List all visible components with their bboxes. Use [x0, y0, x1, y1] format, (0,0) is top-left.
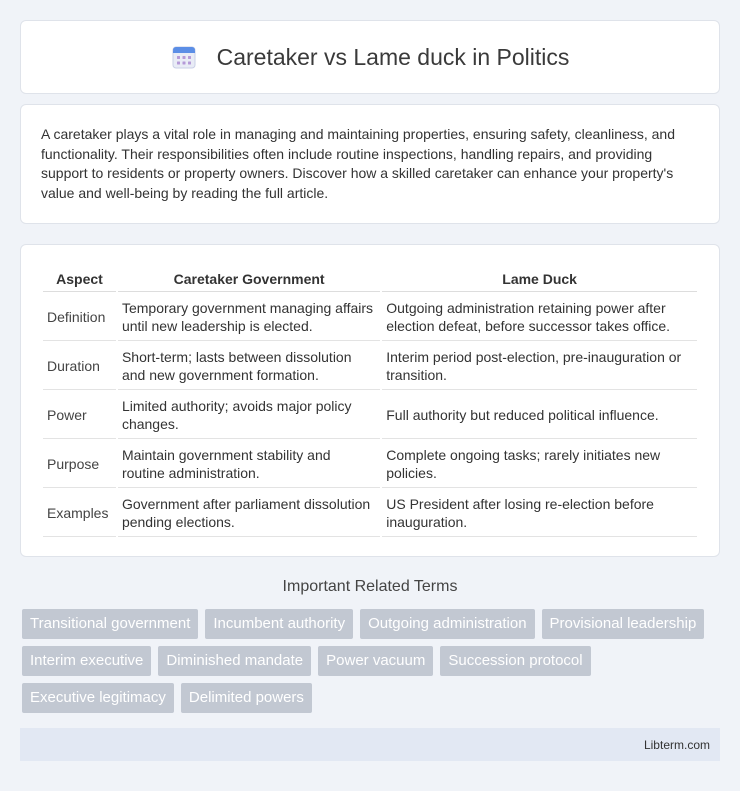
row-aspect: Duration — [43, 343, 116, 390]
related-term-tag[interactable]: Succession protocol — [440, 646, 590, 676]
table-header-row — [43, 265, 697, 292]
column-header-aspect: Aspect — [43, 265, 116, 292]
intro-text: A caretaker plays a vital role in managing and maintaining properties, ensuring safety, cleanliness, and functionality. Their responsibilities often include routine inspections, handling repairs, and providing support to residents or property owners. Discover how a skilled caretaker can enhance your property's value and well-being by reading the full article. — [41, 126, 675, 201]
caretaker-cell: Maintain government stability and routine administration. — [118, 441, 380, 488]
comparison-table-card — [20, 244, 720, 557]
table-row — [43, 441, 697, 488]
lame-duck-cell: Outgoing administration retaining power after election defeat, before successor takes office. — [382, 294, 697, 341]
row-aspect: Definition — [43, 294, 116, 341]
header-card — [20, 20, 720, 94]
related-terms-tags — [22, 609, 722, 713]
caretaker-cell: Limited authority; avoids major policy changes. — [118, 392, 380, 439]
related-term-tag[interactable]: Outgoing administration — [360, 609, 534, 639]
related-term-tag[interactable]: Incumbent authority — [205, 609, 353, 639]
related-term-tag[interactable]: Executive legitimacy — [22, 683, 174, 713]
footer-site-link[interactable]: Libterm.com — [643, 737, 710, 752]
lame-duck-cell: Interim period post-election, pre-inauguration or transition. — [382, 343, 697, 390]
lame-duck-cell: Complete ongoing tasks; rarely initiates new policies. — [382, 441, 697, 488]
related-term-tag[interactable]: Delimited powers — [181, 683, 312, 713]
caretaker-cell: Short-term; lasts between dissolution and new government formation. — [118, 343, 380, 390]
related-terms-title: Important Related Terms — [282, 578, 458, 595]
table-row — [43, 343, 697, 390]
column-header-lame-duck: Lame Duck — [382, 265, 697, 292]
row-aspect: Examples — [43, 490, 116, 537]
related-term-tag[interactable]: Transitional government — [22, 609, 198, 639]
row-aspect: Purpose — [43, 441, 116, 488]
header — [171, 44, 570, 71]
page-title: Caretaker vs Lame duck in Politics — [216, 43, 570, 70]
related-term-tag[interactable]: Interim executive — [22, 646, 151, 676]
table-row — [43, 294, 697, 341]
comparison-table — [41, 263, 699, 539]
row-aspect: Power — [43, 392, 116, 439]
caretaker-cell: Temporary government managing affairs until new leadership is elected. — [118, 294, 380, 341]
column-header-caretaker: Caretaker Government — [118, 265, 380, 292]
related-term-tag[interactable]: Diminished mandate — [158, 646, 311, 676]
lame-duck-cell: Full authority but reduced political influence. — [382, 392, 697, 439]
calendar-icon — [171, 44, 197, 70]
table-row — [43, 490, 697, 537]
table-row — [43, 392, 697, 439]
intro-card — [20, 104, 720, 224]
caretaker-cell: Government after parliament dissolution pending elections. — [118, 490, 380, 537]
lame-duck-cell: US President after losing re-election before inauguration. — [382, 490, 697, 537]
footer — [20, 728, 720, 761]
related-term-tag[interactable]: Provisional leadership — [542, 609, 705, 639]
related-term-tag[interactable]: Power vacuum — [318, 646, 433, 676]
